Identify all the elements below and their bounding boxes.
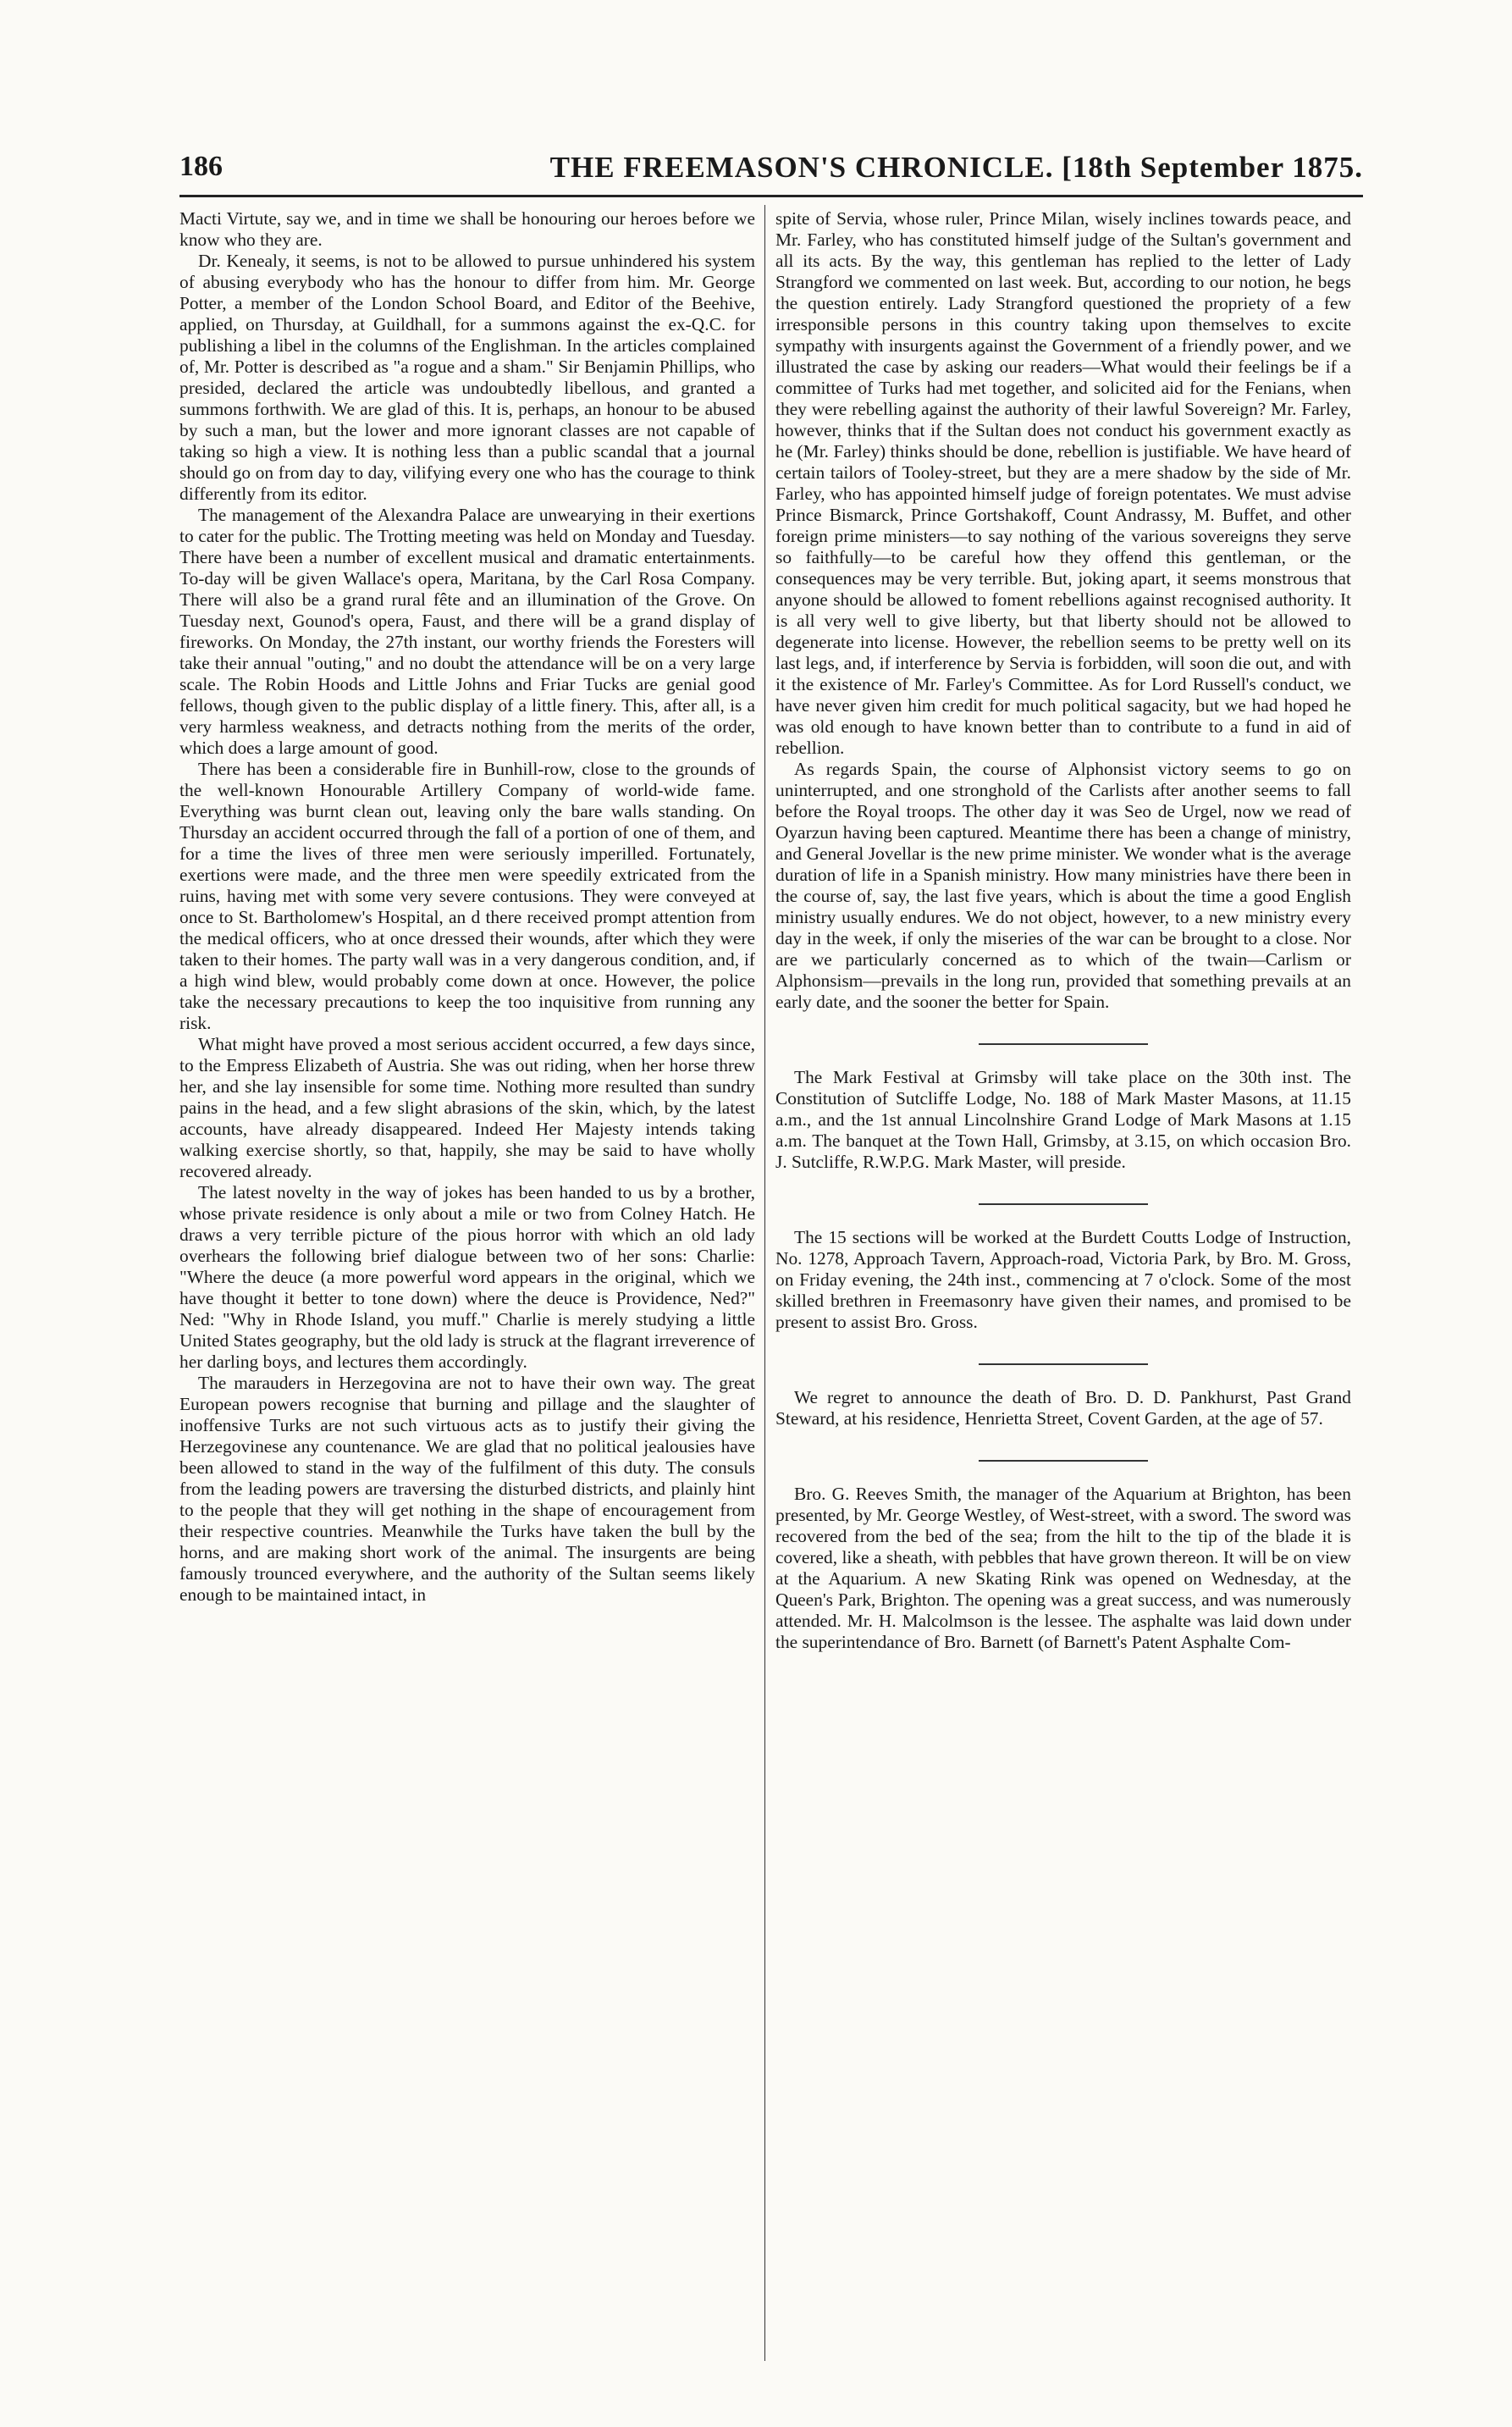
page-number: 186 bbox=[179, 151, 223, 182]
paragraph: What might have proved a most serious accident occurred, a few days since, to the Empress Elizabeth of Austria. She was out riding, when her horse threw her, and she lay insensible for some time. Nothing more resulted than sundry pains in the head, and a few slight abrasions of the skin, which, by the latest accounts, have already disappeared. Indeed Her Majesty intends taking walking exercise shortly, so that, happily, she may be said to have wholly recovered already. bbox=[179, 1034, 755, 1181]
paragraph: As regards Spain, the course of Alphonsist victory seems to go on uninterrupted, and one stronghold of the Carlists after another seems to fall before the Royal troops. The other day it was Seo de Urgel, now we read of Oyarzun having been captured. Meantime there has been a change of ministry, and General Jovellar is the new prime minister. We wonder what is the average duration of life in a Spanish ministry. How many ministries have there been in the course of, say, the last five years, which is about the time a good English ministry usually endures. We do not object, however, to a new ministry every day in the week, if only the miseries of the war can be brought to a close. Nor are we particularly concerned as to which of the twain—Carlism or Alphonsism—prevails in the long run, provided that something prevails at an early date, and the sooner the better for Spain. bbox=[775, 759, 1351, 1012]
page-header bbox=[179, 151, 1363, 197]
left-column bbox=[179, 208, 755, 2359]
paragraph: Bro. G. Reeves Smith, the manager of the Aquarium at Brighton, has been presented, by Mr. George Westley, of West-street, with a sword. The sword was recovered from the bed of the sea; from the hilt to the tip of the blade it is covered, like a sheath, with pebbles that have grown thereon. It will be on view at the Aquarium. A new Skating Rink was opened on Wednesday, at the Queen's Park, Brighton. The opening was a great success, and was numerously attended. Mr. H. Malcolmson is the lessee. The asphalte was laid down under the superintendance of Bro. Barnett (of Barnett's Patent Asphalte Com- bbox=[775, 1484, 1351, 1652]
paragraph: There has been a considerable fire in Bunhill-row, close to the grounds of the well-known Honourable Artillery Company of world-wide fame. Everything was burnt clean out, leaving only the bare walls standing. On Thursday an accident occurred through the fall of a portion of one of them, and for a time the lives of three men were seriously imperilled. Fortunately, exertions were made, and the three men were speedily extricated from the ruins, having met with some very severe contusions. They were conveyed at once to St. Bartholomew's Hospital, an d there received prompt attention from the medical officers, who at once dressed their wounds, after which they were taken to their homes. The party wall was in a very dangerous condition, and, if a high wind blew, would probably come down at once. However, the police take the necessary precautions to keep the too inquisitive from running any risk. bbox=[179, 759, 755, 1033]
paragraph: Dr. Kenealy, it seems, is not to be allowed to pursue unhindered his system of abusing everybody who has the honour to differ from him. Mr. George Potter, a member of the London School Board, and Editor of the Beehive, applied, on Thursday, at Guildhall, for a summons against the ex-Q.C. for publishing a libel in the columns of the Englishman. In the articles complained of, Mr. Potter is described as "a rogue and a sham." Sir Benjamin Phillips, who presided, declared the article was undoubtedly libellous, and granted a summons forthwith. We are glad of this. It is, perhaps, an honour to be abused by such a man, but the lower and more ignorant classes are not capable of taking so high a view. It is nothing less than a public scandal that a journal should go on from day to day, vilifying every one who has the courage to think differently from its editor. bbox=[179, 251, 755, 504]
section-rule bbox=[979, 1460, 1148, 1462]
section-rule bbox=[979, 1043, 1148, 1045]
paragraph: The management of the Alexandra Palace are unwearying in their exertions to cater for the public. The Trotting meeting was held on Monday and Tuesday. There have been a number of excellent musical and dramatic entertainments. To-day will be given Wallace's opera, Maritana, by the Carl Rosa Company. There will also be a grand rural fête and an illumination of the Grove. On Tuesday next, Gounod's opera, Faust, and there will be a grand display of fireworks. On Monday, the 27th instant, our worthy friends the Foresters will take their annual "outing," and no doubt the attendance will be on a very large scale. The Robin Hoods and Little Johns and Friar Tucks are genial good fellows, though given to the public display of a little finery. This, after all, is a very harmless weakness, and detracts nothing from the merits of the order, which does a large amount of good. bbox=[179, 505, 755, 758]
paragraph: The latest novelty in the way of jokes has been handed to us by a brother, whose private residence is only about a mile or two from Colney Hatch. He draws a very terrible picture of the pious horror with which an old lady overhears the following brief dialogue between two of her sons: Charlie: "Where the deuce (a more powerful word appears in the original, which we have thought it better to tone down) where the deuce is Providence, Ned?" Ned: "Why in Rhode Island, you muff." Charlie is merely studying a little United States geography, but the old lady is struck at the flagrant irreverence of her darling boys, and lectures them accordingly. bbox=[179, 1182, 755, 1372]
section-rule bbox=[979, 1363, 1148, 1365]
paragraph: The Mark Festival at Grimsby will take place on the 30th inst. The Constitution of Sutcliffe Lodge, No. 188 of Mark Master Masons, at 11.15 a.m., and the 1st annual Lincolnshire Grand Lodge of Mark Masons at 1.15 a.m. The banquet at the Town Hall, Grimsby, at 3.15, on which occasion Bro. J. Sutcliffe, R.W.P.G. Mark Master, will preside. bbox=[775, 1067, 1351, 1172]
right-column bbox=[775, 208, 1351, 2359]
masthead-title: THE FREEMASON'S CHRONICLE. [18th September 1875. bbox=[549, 151, 1363, 184]
column-divider bbox=[764, 205, 765, 2361]
paragraph: We regret to announce the death of Bro. D. D. Pankhurst, Past Grand Steward, at his residence, Henrietta Street, Covent Garden, at the age of 57. bbox=[775, 1387, 1351, 1429]
paragraph: spite of Servia, whose ruler, Prince Milan, wisely inclines towards peace, and Mr. Farley, who has constituted himself judge of the Sultan's government and all its acts. By the way, this gentleman has replied to the letter of Lady Strangford we commented on last week. But, according to our notion, he begs the question entirely. Lady Strangford questioned the propriety of a few irresponsible persons in this country taking upon themselves to excite sympathy with insurgents against the Government of a friendly power, and we illustrated the case by asking our readers—What would their feelings be if a committee of Turks had met together, and solicited aid for the Fenians, when they were rebelling against the authority of their lawful Sovereign? Mr. Farley, however, thinks that if the Sultan does not conduct his government exactly as he (Mr. Farley) thinks should be done, rebellion is justifiable. We have heard of certain tailors of Tooley-street, but they are a mere shadow by the side of Mr. Farley, who has appointed himself judge of foreign potentates. We must advise Prince Bismarck, Prince Gortshakoff, Count Andrassy, M. Buffet, and other foreign prime ministers—to say nothing of the various sovereigns they serve so faithfully—to be careful how they offend this gentleman, or the consequences may be very terrible. But, joking apart, it seems monstrous that anyone should be allowed to foment rebellions against recognised authority. It is all very well to give liberty, but that liberty should not be allowed to degenerate into license. However, the rebellion seems to be pretty well on its last legs, and, if interference by Servia is forbidden, will soon die out, and with it the existence of Mr. Farley's Committee. As for Lord Russell's conduct, we have never given him credit for much political sagacity, but we had hoped he was old enough to have known better than to contribute to a fund in aid of rebellion. bbox=[775, 208, 1351, 758]
section-rule bbox=[979, 1203, 1148, 1205]
paragraph: The marauders in Herzegovina are not to have their own way. The great European powers recognise that burning and pillage and the slaughter of inoffensive Turks are not such virtuous acts as to justify their giving the Herzegovinese any countenance. We are glad that no political jealousies have been allowed to stand in the way of the fulfilment of this duty. The consuls from the leading powers are traversing the disturbed districts, and plainly hint to the people that they will get nothing in the shape of encouragement from their respective countries. Meanwhile the Turks have taken the bull by the horns, and are making short work of the animal. The insurgents are being famously trounced everywhere, and the authority of the Sultan seems likely enough to be maintained intact, in bbox=[179, 1373, 755, 1605]
paragraph: Macti Virtute, say we, and in time we shall be honouring our heroes before we know who they are. bbox=[179, 208, 755, 250]
paragraph: The 15 sections will be worked at the Burdett Coutts Lodge of Instruction, No. 1278, Approach Tavern, Approach-road, Victoria Park, by Bro. M. Gross, on Friday evening, the 24th inst., commencing at 7 o'clock. Some of the most skilled brethren in Freemasonry have given their names, and promised to be present to assist Bro. Gross. bbox=[775, 1227, 1351, 1332]
